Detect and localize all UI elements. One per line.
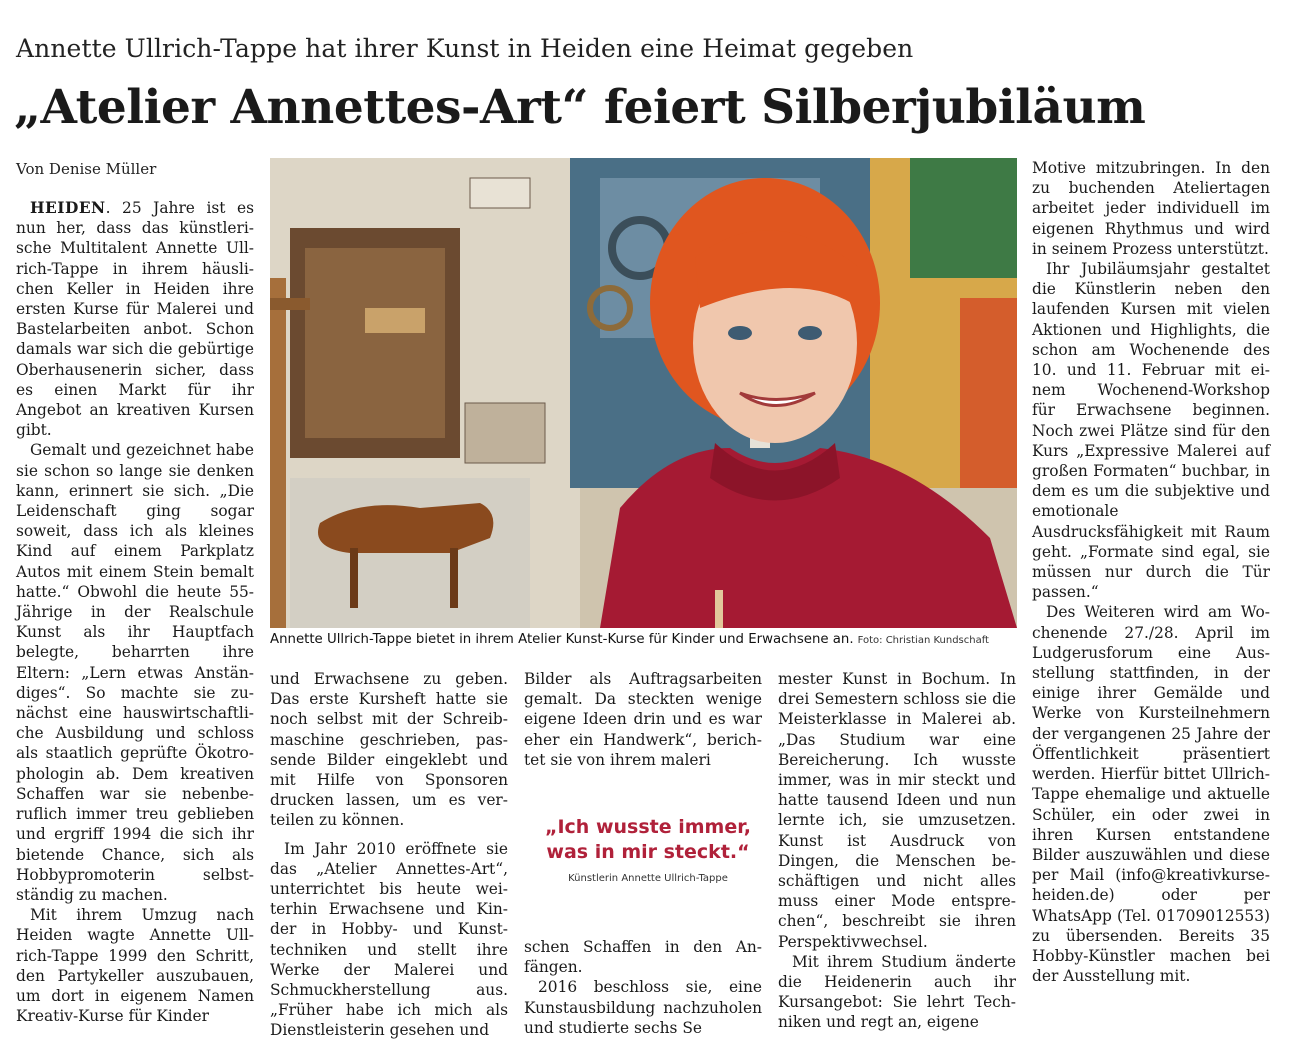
artist-portrait-image xyxy=(270,158,1017,628)
article-column-5 xyxy=(1032,158,1270,986)
paragraph: Bilder als Auftragsarbeiten gemalt. Da steckten wenige eigene Ideen drin und es war eher ein Handwerk“, berichtet sie von ihrem maleri xyxy=(524,670,762,769)
article-kicker: Annette Ullrich-Tappe hat ihrer Kunst in Heiden eine Heimat gegeben xyxy=(16,34,914,63)
paragraph: und Erwachsene zu geben. Das erste Kursheft hatte sie noch selbst mit der Schreibmaschine geschrieben, passende Bilder eingeklebt und mit Hilfe von Sponsoren drucken lassen, um es verteilen zu können. xyxy=(270,670,508,830)
article-column-3 xyxy=(524,669,762,770)
article-column-4 xyxy=(778,669,1016,1033)
dateline-location: HEIDEN xyxy=(30,199,106,217)
paragraph: mester Kunst in Bochum. In drei Semestern schloss sie die Meisterklasse in Malerei ab. „Das Studium war eine Bereicherung. Ich wusste immer, was in mir steckt und hatte tausend Ideen und nun lernte ich, sie umzusetzen. Kunst ist Ausdruck von Dingen, die Menschen beschäftigen und nicht alles muss einer Mode entsprechen“, beschreibt sie ihren Perspektivwechsel. xyxy=(778,670,1016,951)
photo-caption xyxy=(270,632,1030,647)
paragraph: Gemalt und gezeichnet habe sie schon so lange sie denken kann, erinnert sie sich. „Die Leidenschaft ging sogar soweit, dass ich als kleines Kind auf einem Parkplatz Autos mit einem Stein bemalt hatte.“ Obwohl die heute 55-Jährige in der Realschule Kunst als ihr Hauptfach belegte, beharrten ihre Eltern: „Lern etwas Anständiges“. So machte sie zunächst eine hauswirtschaftliche Ausbildung und schloss als staatlich geprüfte Ökotrophologin ab. Dem kreativen Schaffen war sie nebenberuflich immer treu geblieben und ergriff 1994 die sich ihr bietende Chance, sich als Hobbypromoterin selbstständig zu machen. xyxy=(16,441,254,904)
article-column-2 xyxy=(270,669,508,1041)
paragraph: Des Weiteren wird am Wochenende 27./28. April im Ludgerusforum eine Ausstellung stattfinden, in der einige ihrer Gemälde und Werke von Kursteilnehmern der vergangenen 25 Jahre der Öffentlichkeit präsentiert werden. Hierfür bittet Ullrich-Tappe ehemalige und aktuelle Schüler, ein oder zwei in ihren Kursen entstandene Bilder auszuwählen und diese per Mail (info@kreativkurse-heiden.de) oder per WhatsApp (Tel. 01709012553) zu übersenden. Bereits 35 Hobby-Künstler machen bei der Ausstellung mit. xyxy=(1032,603,1270,986)
pull-quote-source: Künstlerin Annette Ullrich-Tappe xyxy=(568,873,728,884)
page-top-edge xyxy=(0,0,1304,14)
article-headline: „Atelier Annettes-Art“ feiert Silberjubiläum xyxy=(14,80,1146,135)
paragraph xyxy=(16,198,254,440)
paragraph: Motive mitzubringen. In den zu buchenden Ateliertagen arbeitet jeder individuell im eigenen Rhythmus und wird in seinem Prozess unterstützt. xyxy=(1032,159,1270,258)
pull-quote-text: „Ich wusste immer, was in mir steckt.“ xyxy=(544,816,752,863)
paragraph: Im Jahr 2010 eröffnete sie das „Atelier Annettes-Art“, unterrichtet bis heute weiterhin Erwachsene und Kinder in Hobby- und Kunsttechniken und stellt ihre Werke der Malerei und Schmuckherstellung aus. „Früher habe ich mich als Dienstleisterin gesehen und xyxy=(270,839,508,1040)
paragraph: schen Schaffen in den Anfängen. xyxy=(524,938,762,977)
paragraph: Ihr Jubiläumsjahr gestaltet die Künstlerin neben den laufenden Kursen mit vielen Aktionen und Highlights, die schon am Wochenende des 10. und 11. Februar mit einem Wochenend-Workshop für Erwachsene beginnen. Noch zwei Plätze sind für den Kurs „Expressive Malerei auf großen Formaten“ buchbar, in dem es um die subjektive und emotionale Ausdrucksfähigkeit mit Raum geht. „Formate sind egal, sie müssen nur durch die Tür passen.“ xyxy=(1032,260,1270,602)
article-byline: Von Denise Müller xyxy=(16,160,157,178)
pull-quote xyxy=(535,815,775,884)
photo-credit: Foto: Christian Kundschaft xyxy=(857,635,989,646)
paragraph-text: . 25 Jahre ist es nun her, dass das künstlerische Multitalent Annette Ullrich-Tappe in ihrem häuslichen Keller in Heiden ihre ersten Kurse für Malerei und Bastelarbeiten anbot. Schon damals war sich die gebürtige Oberhausenerin sicher, dass es einen Markt für ihr Angebot an kreativen Kursen gibt. xyxy=(16,199,254,440)
paragraph: 2016 beschloss sie, eine Kunstausbildung nachzuholen und studierte sechs Se xyxy=(524,978,762,1037)
article-column-3-lower xyxy=(524,937,762,1038)
article-column-1 xyxy=(16,198,254,1026)
caption-text: Annette Ullrich-Tappe bietet in ihrem Atelier Kunst-Kurse für Kinder und Erwachsene an. xyxy=(270,632,854,647)
paragraph: Mit ihrem Studium änderte die Heidenerin auch ihr Kursangebot: Sie lehrt Techniken und regt an, eigene xyxy=(778,952,1016,1032)
article-photo xyxy=(270,158,1017,628)
paragraph: Mit ihrem Umzug nach Heiden wagte Annette Ullrich-Tappe 1999 den Schritt, den Partykeller auszubauen, um dort in eigenem Namen Kreativ-Kurse für Kinder xyxy=(16,906,254,1026)
